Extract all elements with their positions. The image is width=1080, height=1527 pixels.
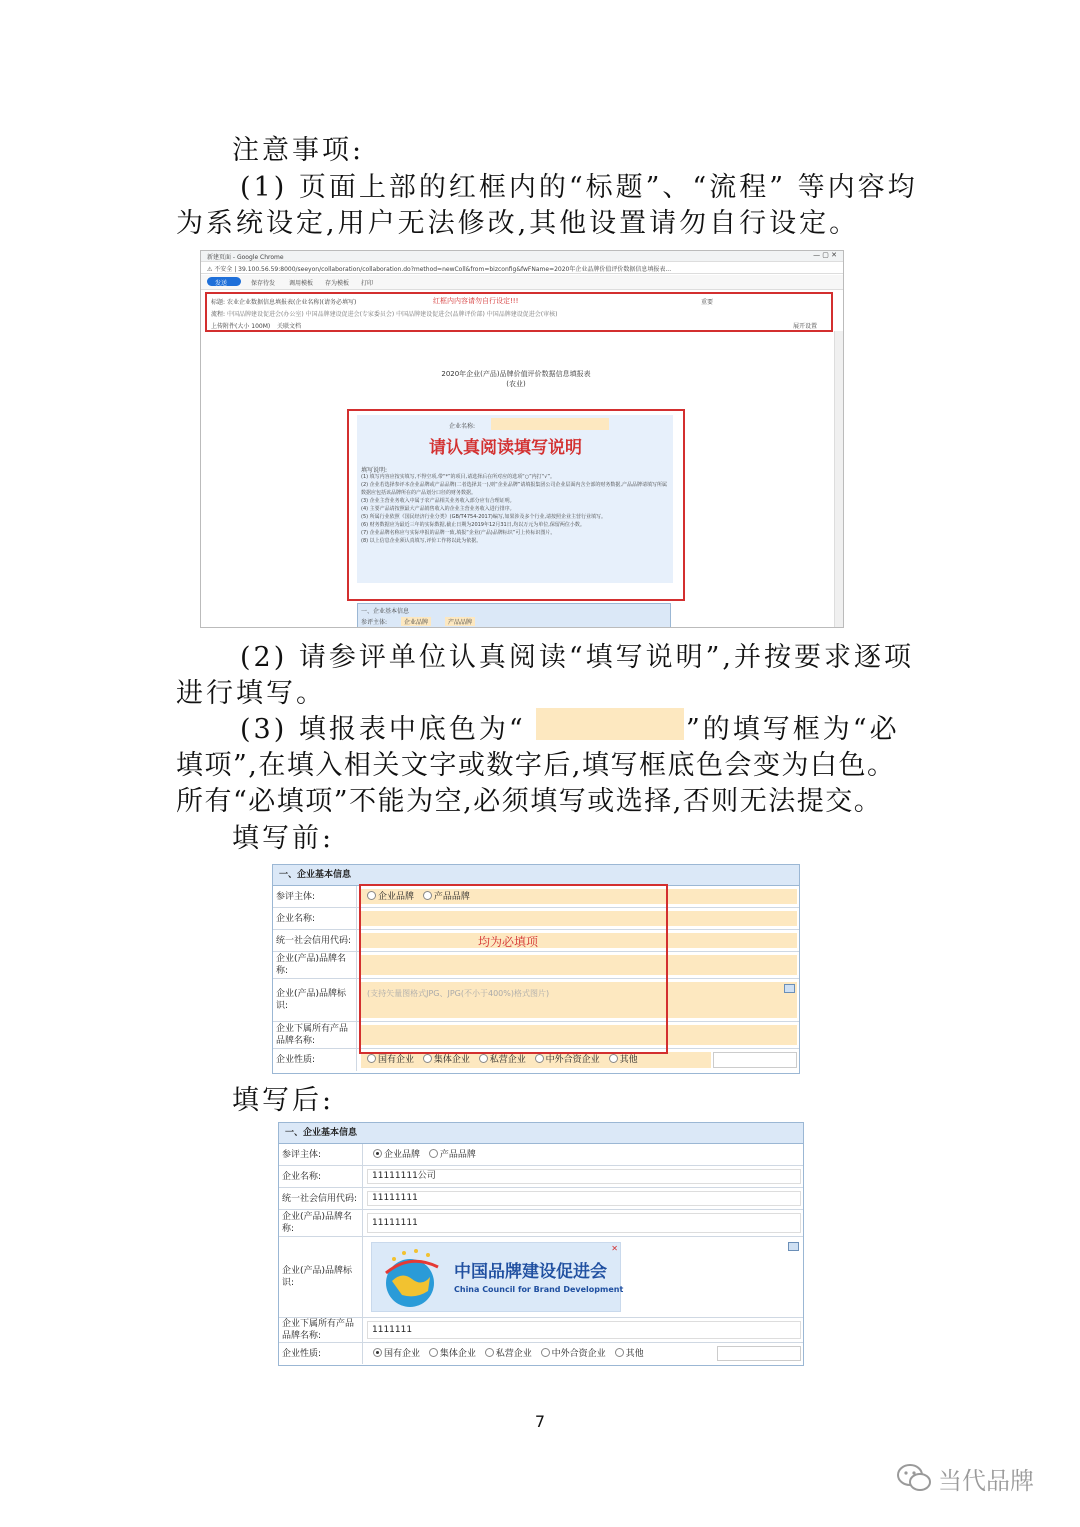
note-1-line-2: 为系统设定,用户无法修改,其他设置请勿自行设定。 [176, 208, 860, 239]
radio-button[interactable] [535, 1054, 544, 1063]
nature-option-5: 其他 [619, 1055, 638, 1065]
brand-logo-image [371, 1242, 624, 1312]
radio-button[interactable] [615, 1348, 624, 1357]
nature-field[interactable] [361, 1052, 711, 1068]
label-subject: 参评主体: [273, 886, 357, 907]
radio-button[interactable] [609, 1054, 618, 1063]
label-brand-name: 企业(产品)品牌名称: [279, 1210, 363, 1236]
subject-option-2-small[interactable]: 产品品牌 [445, 617, 475, 626]
before-label: 填写前: [232, 823, 335, 854]
url-text[interactable]: 39.100.56.59:8000/seeyon/collaboration/collaboration.do?method=newColl&from=bizconfig&fwFName=2020年企业品牌价值评价数据信息填报表... [238, 266, 672, 273]
radio-button[interactable] [423, 1054, 432, 1063]
nature-option-3: 私营企业 [495, 1349, 532, 1359]
company-label: 企业名称: [449, 423, 476, 430]
nature-option-1: 国有企业 [378, 1055, 415, 1065]
watermark-text: 当代品牌 [938, 1466, 1034, 1495]
form-before [272, 864, 800, 1074]
save-template-button[interactable]: 存为模板 [325, 280, 350, 287]
form-after [278, 1122, 804, 1366]
label-credit-code: 统一社会信用代码: [273, 930, 357, 951]
globe-logo-icon [372, 1243, 456, 1311]
sub-brands-input[interactable]: 1111111 [367, 1321, 801, 1339]
attach-link[interactable]: 上传附件(大小 100M) [211, 323, 271, 330]
radio-button[interactable] [367, 1054, 376, 1063]
browser-screenshot: 新建页面 - Google Chrome — ▢ ✕ ⚠ 不安全 | 39.100.56.59:8000/seeyon/collaboration/collaboration.do?method=newColl&from=bizconfig&fwFName=2020年企业品牌价值评价数据信息填报表... 发送 保存待发 调用模板 存为模板 打印 标题: 农业企业数据信息填报表(企业名称)(请务必填写) 红框内内容请勿自行设定!!! 重要 流程: 中国品牌建设促进会(办公室) 中国品牌建设促进会(专家委员会) 中国品牌建设促进会(品牌评价部) 中国品牌建设促进会(审核) 上传附件(大小 100M) 关联文档 展开设置 2020年企业(产品)品牌价值评价数据信息填报表 (农业) 企业名称: 请认真阅读填写说明 填写说明: (1) 填写内容应按实填写,不得空项,带“*”的项目,请选择后在所对应的选项“○”内打“√”。 (2) 企业若选择参评本企业品牌或产品品牌(二者选择其一),则“企业品牌”请填报集团公司企业层面内含全部的财务数据,产品品牌请填写所属数据应包括该品牌所在的产品划分口径的财务数据。 (3) 企业主营业务收入中属于农产品相关业务收入部分应有合理证明。 (4) 主要产品请按照最大产品销售收入的企业主营业务收入进行排序。 (5) 所属行业依照《国民经济行业分类》(GB/T4754-2017)编写,如果涉及多个行业,请按照企业主营行业填写。 (6) 财务数据应为最近三年的实际数据,截止日期为2019年12月31日,均以万元为单位,保留两位小数。 (7) 企业品牌名称应与实际申报的品牌一致,填报“企业(产品)品牌标识”可上传标识图片。 (8) 以上信息企业须认真填写,评价工作将以此为依据。 一、企业基本信息 参评主体: 企业品牌 产品品牌 [200, 250, 844, 628]
after-label: 填写后: [232, 1085, 335, 1116]
subject-option-2: 产品品牌 [433, 892, 470, 902]
window-title: 新建页面 - Google Chrome [207, 254, 284, 261]
label-nature: 企业性质: [279, 1343, 363, 1364]
nature-option-3: 私营企业 [489, 1055, 526, 1065]
instruction-item: (5) 所属行业依照《国民经济行业分类》(GB/T4754-2017)编写,如果涉及多个行业,请按照企业主营行业填写。 [361, 514, 607, 520]
nature-option-2: 集体企业 [439, 1349, 476, 1359]
section-1-header: 一、企业基本信息 [361, 608, 410, 615]
instruction-item: (1) 填写内容应按实填写,不得空项,带“*”的项目,请选择后在所对应的选项“○”内打“√”。 [361, 474, 556, 480]
label-nature: 企业性质: [273, 1049, 357, 1071]
brand-logo-upload[interactable] [367, 1240, 801, 1314]
required-note: 均为必填项 [478, 935, 539, 949]
top-notice: 红框内内容请勿自行设定!!! [433, 297, 519, 305]
label-company-name: 企业名称: [273, 908, 357, 929]
label-brand-logo: 企业(产品)品牌标识: [273, 979, 357, 1021]
radio-button-selected[interactable] [373, 1348, 382, 1357]
label-sub-brands: 企业下属所有产品品牌名称: [279, 1318, 363, 1342]
process-label: 流程: [211, 311, 226, 318]
radio-button[interactable] [429, 1149, 438, 1158]
logo-cn-text: 中国品牌建设促进会 [454, 1262, 607, 1282]
required-red-box [359, 884, 668, 1054]
subject-option-1: 企业品牌 [378, 892, 415, 902]
wechat-icon [896, 1463, 932, 1493]
note-3-line-1b: ”的填写框为“必 [686, 714, 900, 745]
image-icon[interactable] [788, 1242, 799, 1251]
subject-option-1: 企业品牌 [384, 1150, 421, 1160]
logo-placeholder: (支持矢量图格式JPG、JPG(不小于400%)格式图片) [367, 989, 550, 998]
watermark [896, 1460, 1034, 1496]
note-1-line-1: (1) 页面上部的红框内的“标题”、“流程” 等内容均 [240, 172, 918, 203]
related-doc-link[interactable]: 关联文档 [277, 323, 302, 330]
note-3-line-2: 填项”,在填入相关文字或数字后,填写框底色会变为白色。 [176, 750, 896, 781]
label-brand-name: 企业(产品)品牌名称: [273, 952, 357, 978]
credit-code-input[interactable]: 11111111 [367, 1191, 801, 1206]
form-subtitle: (农业) [506, 380, 526, 388]
url-insecure: 不安全 [214, 266, 233, 273]
read-instructions-notice: 请认真阅读填写说明 [429, 438, 582, 458]
nature-option-4: 中外合资企业 [551, 1349, 606, 1359]
yellow-swatch [536, 708, 684, 740]
note-2-line-2: 进行填写。 [176, 678, 326, 709]
remove-image-icon[interactable]: ✕ [611, 1244, 618, 1253]
nature-option-1: 国有企业 [384, 1349, 421, 1359]
instruction-item: (8) 以上信息企业须认真填写,评价工作将以此为依据。 [361, 538, 482, 544]
notes-title: 注意事项: [232, 135, 365, 166]
nature-option-2: 集体企业 [433, 1055, 470, 1065]
radio-button[interactable] [429, 1348, 438, 1357]
label-sub-brands: 企业下属所有产品品牌名称: [273, 1022, 357, 1048]
company-name-input[interactable]: 11111111公司 [367, 1169, 801, 1184]
subject-option-2: 产品品牌 [439, 1150, 476, 1160]
importance-select[interactable]: 重要 [701, 299, 714, 306]
note-3-line-3: 所有“必填项”不能为空,必须填写或选择,否则无法提交。 [176, 786, 883, 817]
label-brand-logo: 企业(产品)品牌标识: [279, 1237, 363, 1317]
print-button[interactable]: 打印 [361, 280, 374, 287]
label-credit-code: 统一社会信用代码: [279, 1188, 363, 1209]
use-template-button[interactable]: 调用模板 [289, 280, 314, 287]
subject-option-1-small[interactable]: 企业品牌 [401, 617, 431, 626]
label-subject: 参评主体: [279, 1144, 363, 1165]
nature-other-input[interactable] [717, 1346, 801, 1361]
logo-en-text: China Council for Brand Development [454, 1285, 624, 1294]
instructions-label: 填写说明: [361, 467, 388, 474]
radio-button[interactable] [541, 1348, 550, 1357]
note-2-line-1: (2) 请参评单位认真阅读“填写说明”,并按要求逐项 [240, 642, 915, 673]
instruction-item: (2) 企业若选择参评本企业品牌或产品品牌(二者选择其一),则“企业品牌”请填报集团公司企业层面内含全部的财务数据,产品品牌请填写所属数据应包括该品牌所在的产品划分口径的财务数据。 [361, 482, 667, 496]
form-after-header: 一、企业基本信息 [279, 1123, 803, 1144]
note-3-line-1a: (3) 填报表中底色为“ [240, 714, 526, 745]
instruction-item: (6) 财务数据应为最近三年的实际数据,截止日期为2019年12月31日,均以万元为单位,保留两位小数。 [361, 522, 585, 528]
subject-label-small: 参评主体: [361, 619, 388, 626]
instruction-item: (7) 企业品牌名称应与实际申报的品牌一致,填报“企业(产品)品牌标识”可上传标识图片。 [361, 530, 556, 536]
send-button[interactable]: 发送 [215, 280, 228, 287]
nature-other-input[interactable] [713, 1052, 797, 1068]
page-number: 7 [534, 1412, 546, 1431]
scrollbar[interactable] [834, 331, 843, 627]
radio-button[interactable] [485, 1348, 494, 1357]
instructions-list [361, 473, 669, 545]
nature-field[interactable] [367, 1346, 715, 1361]
instruction-item: (3) 企业主营业务收入中属于农产品相关业务收入部分应有合理证明。 [361, 498, 515, 504]
nature-option-5: 其他 [625, 1349, 644, 1359]
nature-option-4: 中外合资企业 [545, 1055, 600, 1065]
process-items: 中国品牌建设促进会(办公室) 中国品牌建设促进会(专家委员会) 中国品牌建设促进会(品牌评价部) 中国品牌建设促进会(审核) [227, 311, 558, 318]
title-value: 农业企业数据信息填报表(企业名称)(请务必填写) [227, 299, 357, 306]
save-draft-button[interactable]: 保存待发 [251, 280, 276, 287]
brand-name-input[interactable]: 11111111 [367, 1213, 801, 1233]
radio-button-selected[interactable] [373, 1149, 382, 1158]
subject-field[interactable] [367, 1147, 801, 1162]
image-icon[interactable] [784, 984, 795, 993]
form-before-header: 一、企业基本信息 [273, 865, 799, 886]
radio-button[interactable] [479, 1054, 488, 1063]
instruction-item: (4) 主要产品请按照最大产品销售收入的企业主营业务收入进行排序。 [361, 506, 515, 512]
expand-settings-link[interactable]: 展开设置 [793, 323, 818, 330]
window-controls: — ▢ ✕ [813, 251, 837, 259]
label-company-name: 企业名称: [279, 1166, 363, 1187]
form-title: 2020年企业(产品)品牌价值评价数据信息填报表 [441, 370, 591, 378]
title-label: 标题: [211, 299, 226, 306]
